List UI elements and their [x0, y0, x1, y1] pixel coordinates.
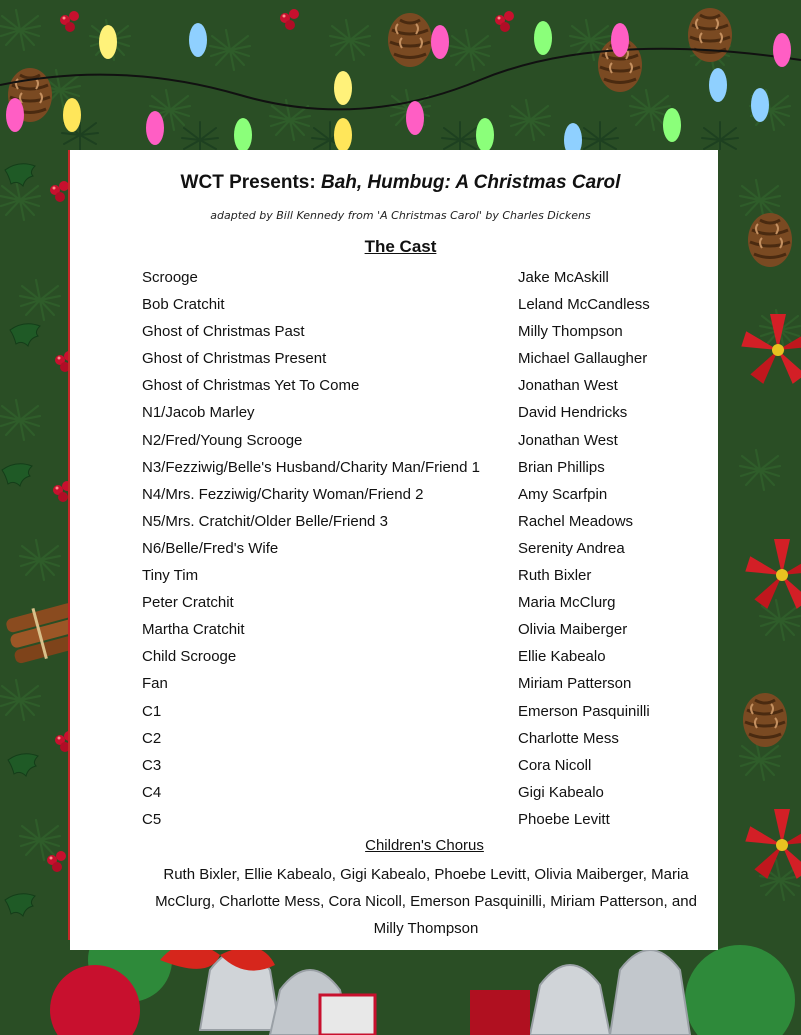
- title-prefix: WCT Presents:: [180, 172, 321, 193]
- cast-role: Tiny Tim: [142, 567, 199, 585]
- cast-row: [142, 511, 702, 538]
- cast-actor: Gigi Kabealo: [518, 783, 604, 801]
- cast-row: [142, 619, 702, 646]
- cast-row: [142, 484, 702, 511]
- cast-role: C1: [142, 702, 162, 720]
- cast-actor: Amy Scarfpin: [518, 485, 608, 503]
- cast-row: [142, 646, 702, 673]
- cast-actor: Milly Thompson: [518, 323, 623, 341]
- cast-role: C5: [142, 810, 162, 828]
- cast-role: N6/Belle/Fred's Wife: [142, 539, 279, 557]
- cast-row: [142, 294, 702, 321]
- cast-actor: David Hendricks: [518, 404, 628, 422]
- cast-actor: Phoebe Levitt: [518, 810, 610, 828]
- cast-role: Child Scrooge: [142, 648, 237, 666]
- cast-actor: Jonathan West: [518, 377, 618, 395]
- cast-row: [142, 538, 702, 565]
- show-title: Bah, Humbug: A Christmas Carol: [320, 172, 621, 193]
- cast-role: N3/Fezziwig/Belle's Husband/Charity Man/Friend 1: [142, 458, 481, 476]
- cast-actor: Miriam Patterson: [518, 675, 632, 693]
- cast-actor: Ruth Bixler: [518, 567, 592, 585]
- cast-actor: Charlotte Mess: [518, 729, 619, 747]
- page-title: [0, 172, 801, 194]
- cast-role: C4: [142, 783, 162, 801]
- cast-heading: The Cast: [364, 237, 437, 256]
- cast-role: Ghost of Christmas Past: [142, 323, 305, 341]
- cast-row: [142, 782, 702, 809]
- cast-list: [142, 267, 702, 836]
- cast-row: [142, 701, 702, 728]
- cast-row: [142, 809, 702, 836]
- cast-row: [142, 402, 702, 429]
- cast-role: Scrooge: [142, 269, 198, 286]
- cast-role: Ghost of Christmas Present: [142, 350, 327, 368]
- cast-actor: Michael Gallaugher: [518, 350, 648, 368]
- cast-role: Peter Cratchit: [142, 594, 234, 612]
- chorus-heading: Children's Chorus: [365, 837, 484, 854]
- cast-row: [142, 321, 702, 348]
- adaptation-credit: adapted by Bill Kennedy from 'A Christmas Carol' by Charles Dickens: [210, 209, 591, 222]
- cast-role: C2: [142, 729, 162, 747]
- chorus-members: Ruth Bixler, Ellie Kabealo, Gigi Kabealo, Phoebe Levitt, Olivia Maiberger, Maria McClurg, Charlotte Mess, Cora Nicoll, Emerson Pasquinilli, Miriam Patterson, and Milly Thompson: [155, 866, 697, 937]
- cast-role: N2/Fred/Young Scrooge: [142, 431, 303, 449]
- cast-row: [142, 728, 702, 755]
- cast-row: [142, 457, 702, 484]
- cast-actor: Brian Phillips: [518, 458, 605, 476]
- cast-actor: Rachel Meadows: [518, 512, 634, 530]
- cast-role: Ghost of Christmas Yet To Come: [142, 377, 360, 395]
- cast-row: [142, 673, 702, 700]
- cast-role: N4/Mrs. Fezziwig/Charity Woman/Friend 2: [142, 485, 424, 503]
- cast-row: [142, 565, 702, 592]
- cast-actor: Cora Nicoll: [518, 756, 592, 774]
- cast-actor: Maria McClurg: [518, 594, 616, 612]
- cast-role: N5/Mrs. Cratchit/Older Belle/Friend 3: [142, 512, 388, 530]
- cast-row: [142, 755, 702, 782]
- cast-actor: Ellie Kabealo: [518, 648, 606, 666]
- cast-role: Martha Cratchit: [142, 621, 245, 639]
- cast-role: N1/Jacob Marley: [142, 404, 255, 422]
- cast-row: [142, 430, 702, 457]
- cast-actor: Olivia Maiberger: [518, 621, 628, 639]
- cast-row: [142, 375, 702, 402]
- cast-role: Bob Cratchit: [142, 296, 225, 314]
- cast-row: [142, 592, 702, 619]
- cast-actor: Jonathan West: [518, 431, 618, 449]
- cast-actor: Jake McAskill: [518, 269, 609, 286]
- cast-actor: Serenity Andrea: [518, 539, 625, 557]
- cast-role: C3: [142, 756, 162, 774]
- cast-row: [142, 267, 702, 294]
- cast-role: Fan: [142, 675, 168, 693]
- cast-actor: Emerson Pasquinilli: [518, 702, 650, 720]
- cast-row: [142, 348, 702, 375]
- cast-actor: Leland McCandless: [518, 296, 650, 314]
